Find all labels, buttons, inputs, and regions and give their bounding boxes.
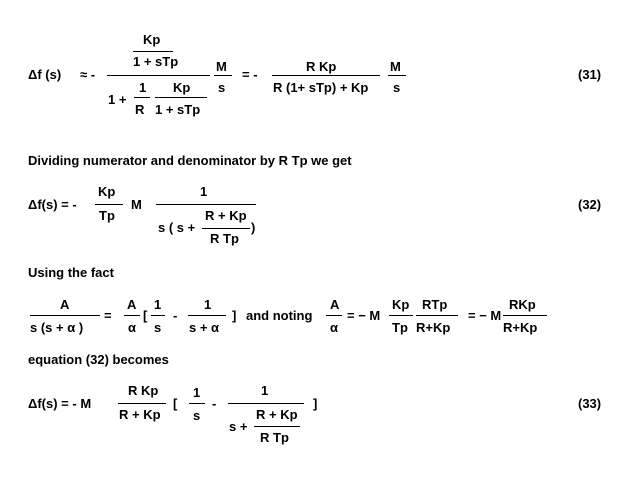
- fact-frac-line: [124, 315, 140, 316]
- fact-f1-den: s (s + α ): [30, 320, 84, 335]
- eq32-lhs: Δf(s) = -: [28, 197, 77, 212]
- eq32-inner-den: R Tp: [210, 231, 239, 246]
- eq31-frac-line: [155, 97, 207, 98]
- eq33-inner-den: R Tp: [260, 430, 289, 445]
- eq33-frac-line: [254, 426, 300, 427]
- fact-and-noting: and noting: [246, 308, 313, 323]
- eq31-m-den: s: [218, 80, 226, 95]
- eq31-rhs-den: R (1+ sTp) + Kp: [273, 80, 369, 95]
- fact-frac-line: [30, 315, 100, 316]
- eq31-rhs-num: R Kp: [306, 59, 337, 74]
- fact-eq-neg-m: = − M: [347, 308, 381, 323]
- eq33-f2-den: s: [193, 408, 201, 423]
- eq31-frac-line: [134, 97, 150, 98]
- eq31-lhs: Δf (s): [28, 67, 62, 82]
- eq32-inner-num: R + Kp: [205, 208, 247, 223]
- fact-minus: -: [173, 308, 178, 323]
- fact-frac-line: [416, 315, 458, 316]
- fact-frac-line: [188, 315, 226, 316]
- fact-lbracket: [: [143, 308, 148, 323]
- eq33-s-plus: s +: [229, 419, 248, 434]
- eq33-number: (33): [578, 396, 602, 411]
- eq32-frac-num: Kp: [98, 184, 116, 199]
- eq31-main-frac-line: [107, 75, 210, 76]
- eq31-den-frac2-den: 1 + sTp: [155, 102, 201, 117]
- eq32-frac-line: [202, 228, 250, 229]
- paragraph-using-fact: Using the fact: [28, 265, 114, 280]
- eq33-lhs: Δf(s) = - M: [28, 396, 92, 411]
- fact-f3-num: 1: [154, 297, 162, 312]
- eq33-minus: -: [212, 396, 217, 411]
- eq33-f3-num: 1: [261, 383, 269, 398]
- eq31-rhs-m-den: s: [393, 80, 401, 95]
- eq31-den-frac1-num: 1: [139, 80, 147, 95]
- fact-f7-den: R+Kp: [416, 320, 451, 335]
- eq33-f1-den: R + Kp: [119, 407, 161, 422]
- eq31-equals-minus: = -: [242, 67, 258, 82]
- fact-f4-den: s + α: [189, 320, 220, 335]
- eq31-den-frac2-num: Kp: [173, 80, 191, 95]
- eq33-frac-line: [189, 403, 205, 404]
- eq32-frac-line: [95, 204, 123, 205]
- eq32-close: ): [251, 220, 256, 235]
- fact-f1-num: A: [60, 297, 70, 312]
- eq31-den-frac1-den: R: [135, 102, 145, 117]
- eq31-approx: ≈ -: [80, 67, 96, 82]
- fact-frac-line: [151, 315, 165, 316]
- eq31-m-num: M: [216, 59, 227, 74]
- fact-rbracket: ]: [232, 308, 237, 323]
- eq31-frac-line: [133, 51, 173, 52]
- fact-f8-num: RKp: [509, 297, 536, 312]
- eq33-lbracket: [: [173, 396, 178, 411]
- fact-frac-line: [326, 315, 342, 316]
- eq33-f2-num: 1: [193, 385, 201, 400]
- eq31-frac-line: [214, 75, 232, 76]
- eq31-frac-line: [388, 75, 406, 76]
- fact-frac-line: [503, 315, 547, 316]
- eq31-big-num-inner: 1 + sTp: [133, 54, 179, 69]
- fact-f4-num: 1: [204, 297, 212, 312]
- eq31-rhs-m-num: M: [390, 59, 401, 74]
- eq33-inner-num: R + Kp: [256, 407, 298, 422]
- eq31-den-plus: 1 +: [108, 92, 127, 107]
- eq32-frac-line: [156, 204, 256, 205]
- eq33-frac-line: [118, 403, 166, 404]
- eq32-m: M: [131, 197, 142, 212]
- eq32-frac-den: Tp: [99, 208, 115, 223]
- fact-eq: =: [104, 308, 112, 323]
- eq32-number: (32): [578, 197, 602, 212]
- eq31-big-num-top: Kp: [143, 32, 161, 47]
- eq33-rbracket: ]: [313, 396, 318, 411]
- paragraph-becomes: equation (32) becomes: [28, 352, 169, 367]
- fact-eq-neg-m2: = − M: [468, 308, 502, 323]
- fact-f8-den: R+Kp: [503, 320, 538, 335]
- fact-f6-den: Tp: [392, 320, 408, 335]
- eq32-s-open: s ( s +: [158, 220, 196, 235]
- fact-f5-num: A: [330, 297, 340, 312]
- paragraph-dividing: Dividing numerator and denominator by R Tp we get: [28, 153, 352, 168]
- fact-f7-num: RTp: [422, 297, 448, 312]
- eq33-frac-line: [228, 403, 304, 404]
- fact-frac-line: [389, 315, 413, 316]
- fact-f2-num: A: [127, 297, 137, 312]
- eq32-right-num: 1: [200, 184, 208, 199]
- fact-f5-den: α: [330, 320, 338, 335]
- eq31-number: (31): [578, 67, 602, 82]
- fact-f6-num: Kp: [392, 297, 410, 312]
- eq33-f1-num: R Kp: [128, 383, 159, 398]
- fact-f3-den: s: [154, 320, 162, 335]
- eq31-frac-line: [272, 75, 380, 76]
- fact-f2-den: α: [128, 320, 136, 335]
